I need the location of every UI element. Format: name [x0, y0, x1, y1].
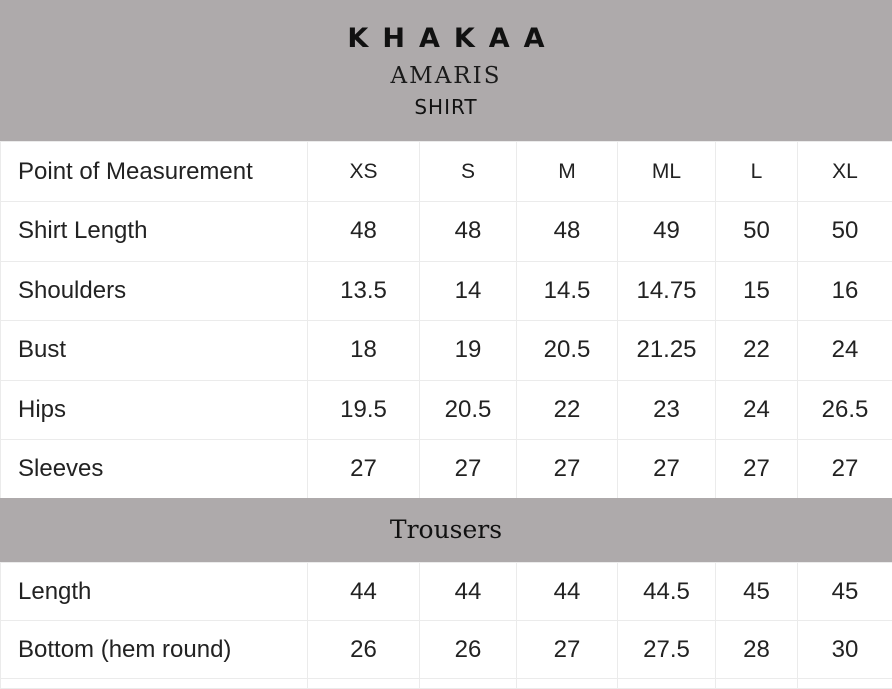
table-cell: 28	[716, 621, 798, 679]
garment-type: SHIRT	[0, 94, 892, 120]
table-cell: 26	[420, 621, 517, 679]
table-row	[1, 563, 892, 621]
table-cell: 44	[308, 563, 420, 621]
column-header-xl: XL	[798, 142, 892, 202]
table-cell: 27	[618, 440, 716, 500]
row-label: Bottom (hem round)	[1, 621, 308, 679]
table-row	[1, 380, 892, 440]
table-cell: 27	[798, 440, 892, 500]
row-label: Bust	[1, 321, 308, 381]
table-header-row	[1, 142, 892, 202]
column-header-m: M	[517, 142, 618, 202]
table-cell: 24	[716, 380, 798, 440]
table-cell: 20.5	[420, 380, 517, 440]
table-cell: 27	[517, 440, 618, 500]
row-label: Hips	[1, 380, 308, 440]
table-cell: 24	[798, 321, 892, 381]
row-label: Length	[1, 563, 308, 621]
product-name: AMARIS	[0, 62, 892, 90]
trousers-size-table	[0, 562, 892, 689]
row-label: Shirt Length	[1, 202, 308, 262]
table-row	[1, 440, 892, 500]
table-row	[1, 321, 892, 381]
table-cell: 27	[420, 440, 517, 500]
header-band	[0, 0, 892, 141]
table-cell: 49	[618, 202, 716, 262]
table-cell: 50	[716, 202, 798, 262]
table-cell: 44.5	[618, 563, 716, 621]
column-header-point-of-measurement: Point of Measurement	[1, 142, 308, 202]
table-cell: 27	[308, 440, 420, 500]
table-cell: 15	[716, 261, 798, 321]
shirt-size-table	[0, 141, 892, 500]
column-header-l: L	[716, 142, 798, 202]
table-cell: 22	[517, 380, 618, 440]
trousers-section-band	[0, 498, 892, 562]
table-cell: 27	[716, 440, 798, 500]
table-cell: 14.75	[618, 261, 716, 321]
table-cell: 48	[420, 202, 517, 262]
table-cell: 27	[517, 621, 618, 679]
table-cell: 26.5	[798, 380, 892, 440]
table-cell: 48	[308, 202, 420, 262]
table-cell: 14	[420, 261, 517, 321]
table-cell: 45	[716, 563, 798, 621]
table-cell: 13.5	[308, 261, 420, 321]
table-cell: 44	[420, 563, 517, 621]
table-cell: 20.5	[517, 321, 618, 381]
table-cell: 18	[308, 321, 420, 381]
table-cell: 26	[308, 621, 420, 679]
table-cell: 45	[798, 563, 892, 621]
table-cell: 50	[798, 202, 892, 262]
table-cell: 23	[618, 380, 716, 440]
column-header-ml: ML	[618, 142, 716, 202]
table-row	[1, 621, 892, 679]
table-cell: 19	[420, 321, 517, 381]
table-cell: 48	[517, 202, 618, 262]
table-cell: 19.5	[308, 380, 420, 440]
table-cell: 21.25	[618, 321, 716, 381]
table-cell: 44	[517, 563, 618, 621]
table-cell: 22	[716, 321, 798, 381]
row-label: Shoulders	[1, 261, 308, 321]
table-cell: 27.5	[618, 621, 716, 679]
column-header-s: S	[420, 142, 517, 202]
table-row	[1, 261, 892, 321]
table-cell: 30	[798, 621, 892, 679]
brand-logo: KHAKAA	[0, 22, 892, 56]
trousers-section-title: Trousers	[390, 515, 502, 544]
table-cell: 14.5	[517, 261, 618, 321]
table-cell: 16	[798, 261, 892, 321]
column-header-xs: XS	[308, 142, 420, 202]
row-label: Sleeves	[1, 440, 308, 500]
table-row	[1, 202, 892, 262]
